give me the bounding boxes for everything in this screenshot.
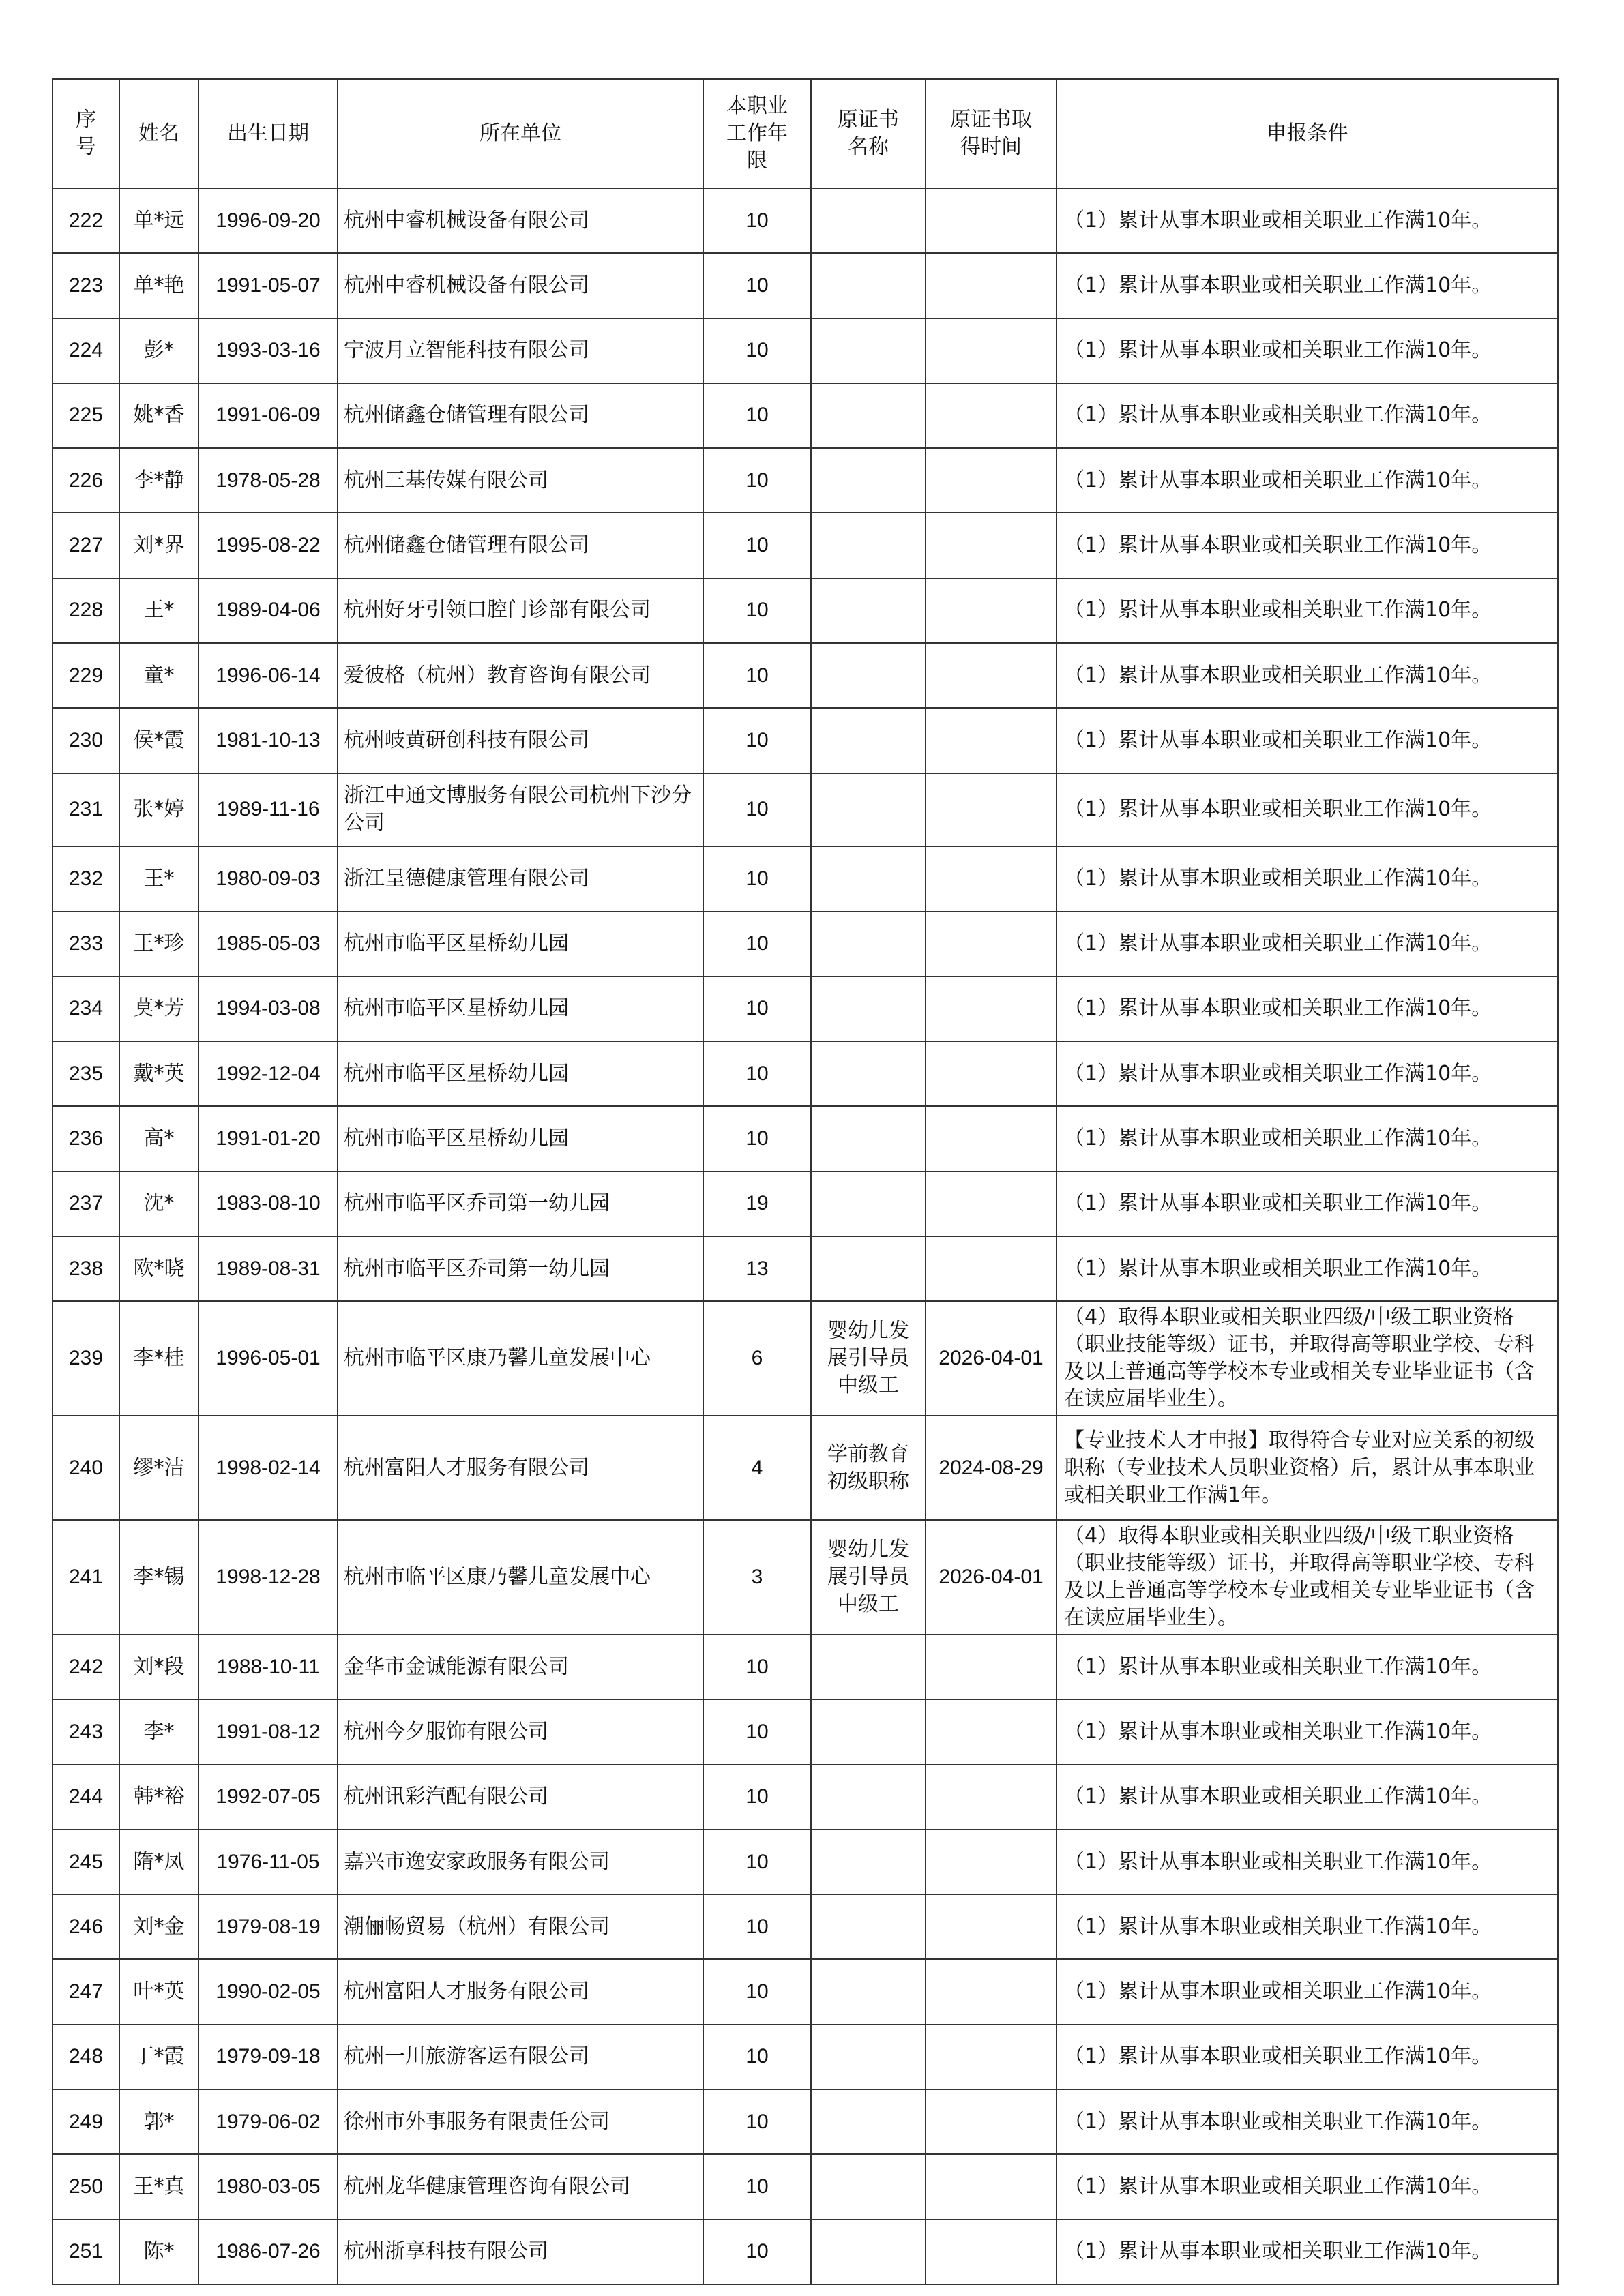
original-certificate-cell: 婴幼儿发展引导员中级工 [811, 1520, 926, 1635]
row-number-cell: 231 [53, 773, 119, 847]
row-number-cell: 245 [53, 1830, 119, 1894]
application-condition-cell: （1）累计从事本职业或相关职业工作满10年。 [1057, 448, 1558, 513]
application-condition-cell: （1）累计从事本职业或相关职业工作满10年。 [1057, 1894, 1558, 1959]
table-row [53, 383, 1558, 448]
application-condition-cell: （1）累计从事本职业或相关职业工作满10年。 [1057, 318, 1558, 383]
table-row [53, 708, 1558, 773]
application-condition-cell: （1）累计从事本职业或相关职业工作满10年。 [1057, 1041, 1558, 1106]
certificate-date-cell [926, 1765, 1057, 1830]
work-unit-cell: 潮俪畅贸易（杭州）有限公司 [338, 1894, 703, 1959]
work-years-cell: 10 [703, 1106, 811, 1171]
original-certificate-cell [811, 1959, 926, 2024]
work-unit-cell: 杭州好牙引领口腔门诊部有限公司 [338, 578, 703, 643]
work-years-cell: 10 [703, 643, 811, 708]
work-years-cell: 10 [703, 253, 811, 318]
application-condition-cell: （1）累计从事本职业或相关职业工作满10年。 [1057, 976, 1558, 1041]
table-row [53, 976, 1558, 1041]
certificate-date-cell: 2026-04-01 [926, 1301, 1057, 1416]
work-unit-cell: 杭州岐黄研创科技有限公司 [338, 708, 703, 773]
header-row [53, 79, 1558, 188]
work-years-cell: 10 [703, 1830, 811, 1894]
applicant-name-cell: 沈* [119, 1172, 198, 1236]
applicant-name-cell: 侯*霞 [119, 708, 198, 773]
birth-date-cell: 1985-05-03 [198, 912, 338, 976]
certificate-date-cell [926, 1894, 1057, 1959]
row-number-cell: 235 [53, 1041, 119, 1106]
row-number-cell: 228 [53, 578, 119, 643]
work-unit-cell: 杭州浙享科技有限公司 [338, 2220, 703, 2284]
birth-date-cell: 1992-12-04 [198, 1041, 338, 1106]
application-condition-cell: （1）累计从事本职业或相关职业工作满10年。 [1057, 2154, 1558, 2219]
table-row [53, 1301, 1558, 1416]
original-certificate-cell [811, 448, 926, 513]
birth-date-cell: 1980-03-05 [198, 2154, 338, 2219]
certificate-date-cell [926, 1041, 1057, 1106]
birth-date-cell: 1994-03-08 [198, 976, 338, 1041]
table-row [53, 643, 1558, 708]
birth-date-cell: 1989-04-06 [198, 578, 338, 643]
work-unit-cell: 杭州三基传媒有限公司 [338, 448, 703, 513]
applicant-table [52, 78, 1559, 2285]
work-years-cell: 10 [703, 1765, 811, 1830]
application-condition-cell: （1）累计从事本职业或相关职业工作满10年。 [1057, 1635, 1558, 1699]
row-number-cell: 225 [53, 383, 119, 448]
application-condition-cell: （1）累计从事本职业或相关职业工作满10年。 [1057, 253, 1558, 318]
certificate-date-cell [926, 912, 1057, 976]
application-condition-cell: （1）累计从事本职业或相关职业工作满10年。 [1057, 708, 1558, 773]
work-years-cell: 10 [703, 1041, 811, 1106]
certificate-date-cell: 2024-08-29 [926, 1416, 1057, 1520]
application-condition-cell: （4）取得本职业或相关职业四级/中级工职业资格（职业技能等级）证书，并取得高等职业学校、专科及以上普通高等学校本专业或相关专业毕业证书（含在读应届毕业生）。 [1057, 1301, 1558, 1416]
application-condition-cell: （1）累计从事本职业或相关职业工作满10年。 [1057, 1172, 1558, 1236]
work-unit-cell: 杭州市临平区康乃馨儿童发展中心 [338, 1520, 703, 1635]
original-certificate-cell [811, 2220, 926, 2284]
certificate-date-cell [926, 383, 1057, 448]
work-years-cell: 10 [703, 2154, 811, 2219]
application-condition-cell: （1）累计从事本职业或相关职业工作满10年。 [1057, 773, 1558, 847]
original-certificate-cell [811, 2089, 926, 2154]
work-years-cell: 10 [703, 2089, 811, 2154]
certificate-date-cell [926, 1830, 1057, 1894]
work-years-cell: 19 [703, 1172, 811, 1236]
work-unit-cell: 浙江中通文博服务有限公司杭州下沙分公司 [338, 773, 703, 847]
row-number-cell: 234 [53, 976, 119, 1041]
applicant-name-cell: 韩*裕 [119, 1765, 198, 1830]
birth-date-cell: 1979-06-02 [198, 2089, 338, 2154]
table-row [53, 1106, 1558, 1171]
certificate-date-cell [926, 773, 1057, 847]
header-cell-years: 本职业工作年限 [703, 79, 811, 188]
row-number-cell: 244 [53, 1765, 119, 1830]
header-cell-unit: 所在单位 [338, 79, 703, 188]
row-number-cell: 238 [53, 1236, 119, 1301]
work-unit-cell: 杭州富阳人才服务有限公司 [338, 1959, 703, 2024]
original-certificate-cell [811, 253, 926, 318]
table-row [53, 1699, 1558, 1764]
applicant-name-cell: 李*桂 [119, 1301, 198, 1416]
work-years-cell: 10 [703, 773, 811, 847]
original-certificate-cell [811, 1765, 926, 1830]
header-cell-no: 序号 [53, 79, 119, 188]
original-certificate-cell [811, 2025, 926, 2089]
applicant-name-cell: 姚*香 [119, 383, 198, 448]
table-row [53, 1830, 1558, 1894]
applicant-name-cell: 叶*英 [119, 1959, 198, 2024]
work-years-cell: 13 [703, 1236, 811, 1301]
work-unit-cell: 浙江呈德健康管理有限公司 [338, 846, 703, 911]
certificate-date-cell [926, 708, 1057, 773]
applicant-name-cell: 莫*芳 [119, 976, 198, 1041]
table-row [53, 1635, 1558, 1699]
application-condition-cell: （1）累计从事本职业或相关职业工作满10年。 [1057, 1765, 1558, 1830]
application-condition-cell: （1）累计从事本职业或相关职业工作满10年。 [1057, 643, 1558, 708]
work-unit-cell: 爱彼格（杭州）教育咨询有限公司 [338, 643, 703, 708]
certificate-date-cell [926, 2220, 1057, 2284]
table-row [53, 2025, 1558, 2089]
work-unit-cell: 杭州市临平区乔司第一幼儿园 [338, 1172, 703, 1236]
birth-date-cell: 1992-07-05 [198, 1765, 338, 1830]
row-number-cell: 237 [53, 1172, 119, 1236]
certificate-date-cell [926, 2089, 1057, 2154]
original-certificate-cell [811, 1172, 926, 1236]
original-certificate-cell [811, 2154, 926, 2219]
work-unit-cell: 杭州讯彩汽配有限公司 [338, 1765, 703, 1830]
table-row [53, 912, 1558, 976]
work-unit-cell: 杭州储鑫仓储管理有限公司 [338, 513, 703, 578]
row-number-cell: 222 [53, 188, 119, 253]
row-number-cell: 251 [53, 2220, 119, 2284]
work-years-cell: 10 [703, 912, 811, 976]
application-condition-cell: （1）累计从事本职业或相关职业工作满10年。 [1057, 513, 1558, 578]
work-years-cell: 10 [703, 1894, 811, 1959]
row-number-cell: 247 [53, 1959, 119, 2024]
work-unit-cell: 嘉兴市逸安家政服务有限公司 [338, 1830, 703, 1894]
application-condition-cell: （1）累计从事本职业或相关职业工作满10年。 [1057, 578, 1558, 643]
work-years-cell: 10 [703, 513, 811, 578]
original-certificate-cell [811, 1894, 926, 1959]
work-years-cell: 10 [703, 383, 811, 448]
work-unit-cell: 杭州今夕服饰有限公司 [338, 1699, 703, 1764]
application-condition-cell: （4）取得本职业或相关职业四级/中级工职业资格（职业技能等级）证书，并取得高等职业学校、专科及以上普通高等学校本专业或相关专业毕业证书（含在读应届毕业生）。 [1057, 1520, 1558, 1635]
applicant-name-cell: 丁*霞 [119, 2025, 198, 2089]
table-row [53, 1172, 1558, 1236]
work-unit-cell: 杭州富阳人才服务有限公司 [338, 1416, 703, 1520]
work-unit-cell: 金华市金诚能源有限公司 [338, 1635, 703, 1699]
header-cell-condition: 申报条件 [1057, 79, 1558, 188]
work-years-cell: 10 [703, 578, 811, 643]
birth-date-cell: 1986-07-26 [198, 2220, 338, 2284]
certificate-date-cell: 2026-04-01 [926, 1520, 1057, 1635]
header-cell-cert: 原证书名称 [811, 79, 926, 188]
applicant-name-cell: 王* [119, 846, 198, 911]
work-years-cell: 10 [703, 976, 811, 1041]
work-unit-cell: 杭州中睿机械设备有限公司 [338, 188, 703, 253]
applicant-name-cell: 缪*洁 [119, 1416, 198, 1520]
applicant-name-cell: 王*真 [119, 2154, 198, 2219]
certificate-date-cell [926, 448, 1057, 513]
application-condition-cell: 【专业技术人才申报】取得符合专业对应关系的初级职称（专业技术人员职业资格）后，累计从事本职业或相关职业工作满1年。 [1057, 1416, 1558, 1520]
application-condition-cell: （1）累计从事本职业或相关职业工作满10年。 [1057, 188, 1558, 253]
birth-date-cell: 1991-06-09 [198, 383, 338, 448]
original-certificate-cell [811, 578, 926, 643]
original-certificate-cell [811, 188, 926, 253]
applicant-name-cell: 童* [119, 643, 198, 708]
application-condition-cell: （1）累计从事本职业或相关职业工作满10年。 [1057, 383, 1558, 448]
certificate-date-cell [926, 2154, 1057, 2219]
work-years-cell: 10 [703, 1635, 811, 1699]
work-unit-cell: 杭州市临平区星桥幼儿园 [338, 1106, 703, 1171]
application-condition-cell: （1）累计从事本职业或相关职业工作满10年。 [1057, 2220, 1558, 2284]
applicant-name-cell: 彭* [119, 318, 198, 383]
certificate-date-cell [926, 1959, 1057, 2024]
certificate-date-cell [926, 253, 1057, 318]
work-unit-cell: 杭州市临平区乔司第一幼儿园 [338, 1236, 703, 1301]
work-years-cell: 10 [703, 448, 811, 513]
work-years-cell: 10 [703, 2220, 811, 2284]
row-number-cell: 223 [53, 253, 119, 318]
table-row [53, 1416, 1558, 1520]
original-certificate-cell [811, 643, 926, 708]
table-row [53, 253, 1558, 318]
work-unit-cell: 杭州市临平区星桥幼儿园 [338, 976, 703, 1041]
birth-date-cell: 1996-05-01 [198, 1301, 338, 1416]
certificate-date-cell [926, 318, 1057, 383]
birth-date-cell: 1989-11-16 [198, 773, 338, 847]
original-certificate-cell [811, 1635, 926, 1699]
row-number-cell: 236 [53, 1106, 119, 1171]
birth-date-cell: 1991-01-20 [198, 1106, 338, 1171]
work-years-cell: 10 [703, 846, 811, 911]
applicant-name-cell: 张*婷 [119, 773, 198, 847]
applicant-name-cell: 李*锡 [119, 1520, 198, 1635]
application-condition-cell: （1）累计从事本职业或相关职业工作满10年。 [1057, 1959, 1558, 2024]
applicant-name-cell: 郭* [119, 2089, 198, 2154]
header-cell-name: 姓名 [119, 79, 198, 188]
application-condition-cell: （1）累计从事本职业或相关职业工作满10年。 [1057, 1106, 1558, 1171]
original-certificate-cell [811, 912, 926, 976]
work-unit-cell: 杭州一川旅游客运有限公司 [338, 2025, 703, 2089]
table-row [53, 1894, 1558, 1959]
application-condition-cell: （1）累计从事本职业或相关职业工作满10年。 [1057, 846, 1558, 911]
birth-date-cell: 1983-08-10 [198, 1172, 338, 1236]
certificate-date-cell [926, 1172, 1057, 1236]
row-number-cell: 227 [53, 513, 119, 578]
work-unit-cell: 杭州市临平区康乃馨儿童发展中心 [338, 1301, 703, 1416]
original-certificate-cell [811, 976, 926, 1041]
work-unit-cell: 杭州市临平区星桥幼儿园 [338, 912, 703, 976]
application-condition-cell: （1）累计从事本职业或相关职业工作满10年。 [1057, 1830, 1558, 1894]
work-years-cell: 6 [703, 1301, 811, 1416]
application-condition-cell: （1）累计从事本职业或相关职业工作满10年。 [1057, 2025, 1558, 2089]
certificate-date-cell [926, 578, 1057, 643]
table-row [53, 578, 1558, 643]
applicant-name-cell: 高* [119, 1106, 198, 1171]
birth-date-cell: 1993-03-16 [198, 318, 338, 383]
birth-date-cell: 1989-08-31 [198, 1236, 338, 1301]
original-certificate-cell [811, 383, 926, 448]
birth-date-cell: 1979-08-19 [198, 1894, 338, 1959]
applicant-name-cell: 陈* [119, 2220, 198, 2284]
birth-date-cell: 1978-05-28 [198, 448, 338, 513]
work-years-cell: 10 [703, 1959, 811, 2024]
original-certificate-cell [811, 1236, 926, 1301]
row-number-cell: 248 [53, 2025, 119, 2089]
applicant-name-cell: 刘*段 [119, 1635, 198, 1699]
table-row [53, 318, 1558, 383]
work-years-cell: 4 [703, 1416, 811, 1520]
row-number-cell: 240 [53, 1416, 119, 1520]
applicant-name-cell: 刘*金 [119, 1894, 198, 1959]
row-number-cell: 249 [53, 2089, 119, 2154]
work-years-cell: 10 [703, 1699, 811, 1764]
work-unit-cell: 杭州储鑫仓储管理有限公司 [338, 383, 703, 448]
original-certificate-cell [811, 846, 926, 911]
original-certificate-cell [811, 513, 926, 578]
table-row [53, 1765, 1558, 1830]
row-number-cell: 226 [53, 448, 119, 513]
table-row [53, 188, 1558, 253]
applicant-name-cell: 隋*凤 [119, 1830, 198, 1894]
table-row [53, 1236, 1558, 1301]
birth-date-cell: 1996-09-20 [198, 188, 338, 253]
work-unit-cell: 宁波月立智能科技有限公司 [338, 318, 703, 383]
applicant-name-cell: 单*远 [119, 188, 198, 253]
original-certificate-cell: 学前教育初级职称 [811, 1416, 926, 1520]
work-years-cell: 10 [703, 708, 811, 773]
original-certificate-cell [811, 318, 926, 383]
certificate-date-cell [926, 1635, 1057, 1699]
certificate-date-cell [926, 513, 1057, 578]
application-condition-cell: （1）累计从事本职业或相关职业工作满10年。 [1057, 2089, 1558, 2154]
birth-date-cell: 1980-09-03 [198, 846, 338, 911]
birth-date-cell: 1998-12-28 [198, 1520, 338, 1635]
application-condition-cell: （1）累计从事本职业或相关职业工作满10年。 [1057, 1699, 1558, 1764]
applicant-name-cell: 刘*界 [119, 513, 198, 578]
original-certificate-cell [811, 1106, 926, 1171]
birth-date-cell: 1976-11-05 [198, 1830, 338, 1894]
row-number-cell: 239 [53, 1301, 119, 1416]
work-unit-cell: 杭州中睿机械设备有限公司 [338, 253, 703, 318]
work-years-cell: 10 [703, 188, 811, 253]
row-number-cell: 230 [53, 708, 119, 773]
header-cell-dob: 出生日期 [198, 79, 338, 188]
birth-date-cell: 1981-10-13 [198, 708, 338, 773]
applicant-name-cell: 欧*晓 [119, 1236, 198, 1301]
applicant-name-cell: 王*珍 [119, 912, 198, 976]
applicant-name-cell: 王* [119, 578, 198, 643]
table-row [53, 513, 1558, 578]
original-certificate-cell [811, 1699, 926, 1764]
applicant-name-cell: 李*静 [119, 448, 198, 513]
work-years-cell: 10 [703, 2025, 811, 2089]
application-condition-cell: （1）累计从事本职业或相关职业工作满10年。 [1057, 912, 1558, 976]
applicant-name-cell: 戴*英 [119, 1041, 198, 1106]
applicant-name-cell: 单*艳 [119, 253, 198, 318]
table-row [53, 846, 1558, 911]
certificate-date-cell [926, 1236, 1057, 1301]
certificate-date-cell [926, 976, 1057, 1041]
original-certificate-cell [811, 773, 926, 847]
row-number-cell: 243 [53, 1699, 119, 1764]
header-cell-cert-date: 原证书取得时间 [926, 79, 1057, 188]
birth-date-cell: 1988-10-11 [198, 1635, 338, 1699]
birth-date-cell: 1995-08-22 [198, 513, 338, 578]
original-certificate-cell [811, 1041, 926, 1106]
original-certificate-cell [811, 1830, 926, 1894]
certificate-date-cell [926, 1106, 1057, 1171]
row-number-cell: 246 [53, 1894, 119, 1959]
table-row [53, 2154, 1558, 2219]
birth-date-cell: 1991-05-07 [198, 253, 338, 318]
birth-date-cell: 1990-02-05 [198, 1959, 338, 2024]
certificate-date-cell [926, 188, 1057, 253]
work-years-cell: 3 [703, 1520, 811, 1635]
certificate-date-cell [926, 846, 1057, 911]
row-number-cell: 233 [53, 912, 119, 976]
birth-date-cell: 1979-09-18 [198, 2025, 338, 2089]
table-row [53, 2220, 1558, 2284]
row-number-cell: 242 [53, 1635, 119, 1699]
original-certificate-cell [811, 708, 926, 773]
work-unit-cell: 杭州市临平区星桥幼儿园 [338, 1041, 703, 1106]
row-number-cell: 229 [53, 643, 119, 708]
certificate-date-cell [926, 2025, 1057, 2089]
birth-date-cell: 1998-02-14 [198, 1416, 338, 1520]
applicant-name-cell: 李* [119, 1699, 198, 1764]
certificate-date-cell [926, 1699, 1057, 1764]
table-body [53, 188, 1558, 2284]
row-number-cell: 224 [53, 318, 119, 383]
work-unit-cell: 杭州龙华健康管理咨询有限公司 [338, 2154, 703, 2219]
table-row [53, 1041, 1558, 1106]
work-unit-cell: 徐州市外事服务有限责任公司 [338, 2089, 703, 2154]
table-row [53, 1959, 1558, 2024]
application-condition-cell: （1）累计从事本职业或相关职业工作满10年。 [1057, 1236, 1558, 1301]
original-certificate-cell: 婴幼儿发展引导员中级工 [811, 1301, 926, 1416]
table-row [53, 448, 1558, 513]
birth-date-cell: 1991-08-12 [198, 1699, 338, 1764]
table-row [53, 1520, 1558, 1635]
table-row [53, 2089, 1558, 2154]
table-row [53, 773, 1558, 847]
row-number-cell: 232 [53, 846, 119, 911]
certificate-date-cell [926, 643, 1057, 708]
row-number-cell: 250 [53, 2154, 119, 2219]
row-number-cell: 241 [53, 1520, 119, 1635]
work-years-cell: 10 [703, 318, 811, 383]
birth-date-cell: 1996-06-14 [198, 643, 338, 708]
